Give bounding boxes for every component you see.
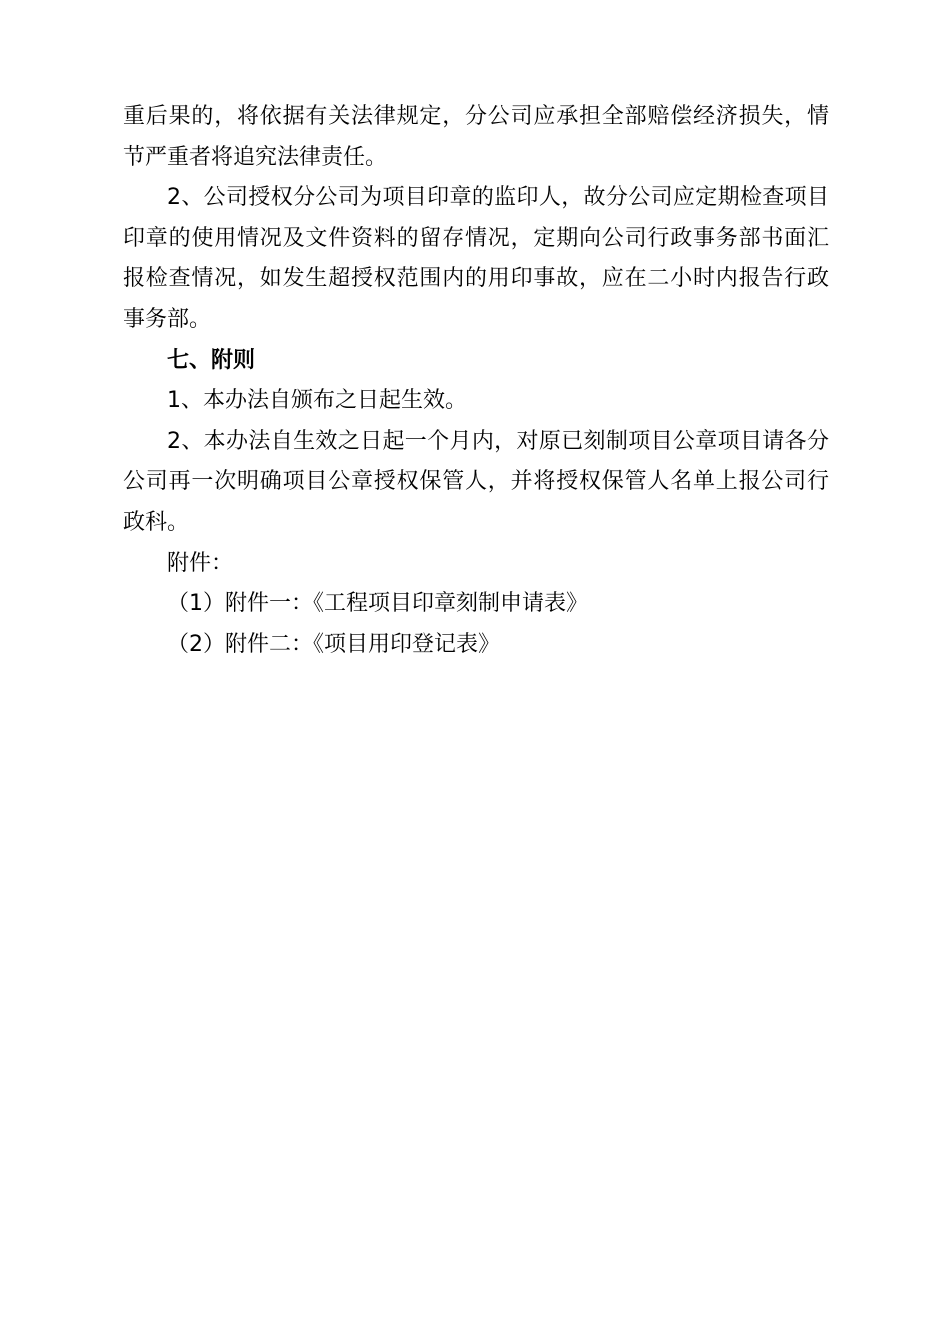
text-line: 公司再一次明确项目公章授权保管人，并将授权保管人名单上报公司行 [123,469,829,495]
section-item-2 [123,422,829,544]
document-body [123,97,829,665]
paragraph-item-2 [123,178,829,340]
text-line: 2、本办法自生效之日起一个月内，对原已刻制项目公章项目请各分 [167,428,829,454]
text-line: 2、公司授权分公司为项目印章的监印人，故分公司应定期检查项目 [167,185,829,211]
text-line: 政科。 [123,509,190,535]
section-heading: 七、附则 [167,347,256,373]
paragraph-continued [123,97,829,178]
section-item-1: 1、本办法自颁布之日起生效。 [167,388,467,414]
text-line: 节严重者将追究法律责任。 [123,144,388,170]
text-line: 重后果的，将依据有关法律规定，分公司应承担全部赔偿经济损失，情 [123,104,829,129]
attachment-item: （1）附件一：《工程项目印章刻制申请表》 [167,591,588,617]
text-line: 事务部。 [123,306,212,332]
text-line: 报检查情况，如发生超授权范围内的用印事故，应在二小时内报告行政 [123,266,829,292]
attachments-label: 附件： [167,550,234,576]
text-line: 印章的使用情况及文件资料的留存情况，定期向公司行政事务部书面汇 [123,225,829,251]
attachment-item: （2）附件二：《项目用印登记表》 [167,631,500,657]
